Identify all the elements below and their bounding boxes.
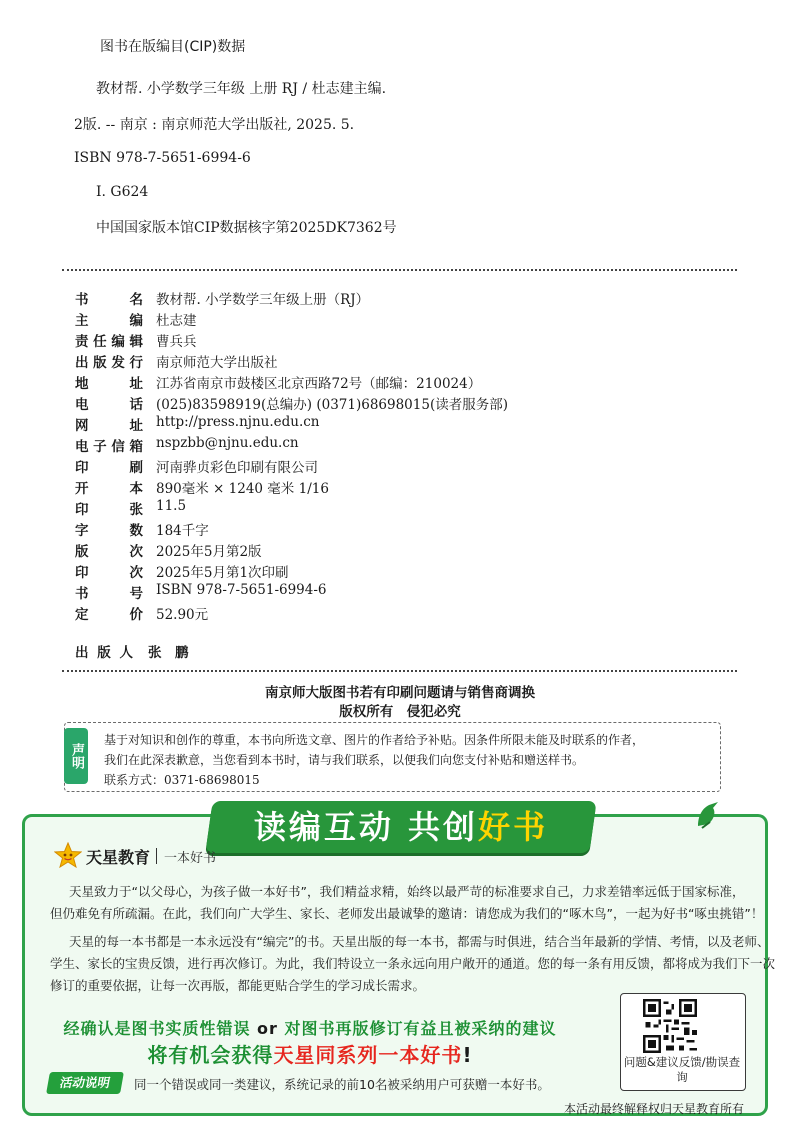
tianxing-star-logo-icon bbox=[54, 842, 82, 868]
declaration-line-1: 基于对知识和创作的尊重，本书向所选文章、图片的作者给予补贴。因条件所限未能及时联系的作者， bbox=[104, 733, 645, 747]
notice-print-issue: 南京师大版图书若有印刷问题请与销售商调换 bbox=[265, 685, 535, 701]
paragraph-line-5: 修订的重要依据，让每一次再版，都能更贴合学生的学习成长需求。 bbox=[50, 978, 426, 993]
cip-line-1: 教材帮. 小学数学三年级 上册 RJ / 杜志建主编. bbox=[96, 81, 387, 97]
brand-divider bbox=[156, 848, 157, 864]
declaration-tab: 声明 bbox=[64, 728, 88, 784]
banner-title: 读编互动 共创好书 bbox=[253, 808, 549, 846]
paragraph-line-2: 但仍难免有所疏漏。在此，我们向广大学生、家长、老师发出最诚挚的邀请：请您成为我们的“啄木鸟”，一起为好书“啄虫挑错”！ bbox=[50, 906, 764, 921]
cip-line-4: Ⅰ. G624 bbox=[96, 184, 149, 200]
brand-slogan: 一本好书 bbox=[164, 851, 217, 866]
paragraph-line-1: 天星致力于“以父母心，为孩子做一本好书”，我们精益求精，始终以最严苛的标准要求自己，力求差错率远低于国家标准， bbox=[69, 884, 745, 899]
activity-text: 同一个错误或同一类建议，系统记录的前10名被采纳用户可获赠一本好书。 bbox=[134, 1077, 550, 1092]
promo-line-1: 经确认是图书实质性错误 or 对图书再版修订有益且被采纳的建议 bbox=[63, 1019, 557, 1038]
paragraph-line-4: 学生、家长的宝贵反馈，进行再次修订。为此，我们特设立一条永远向用户敞开的通道。您的每一条有用反馈，都将成为我们下一次 bbox=[50, 956, 776, 971]
paragraph-line-3: 天星的每一本书都是一本永远没有“编完”的书。天星出版的每一本书，都需与时俱进，结合当年最新的学情、考情，以及老师、 bbox=[69, 934, 770, 949]
promo-line-2: 将有机会获得天星同系列一本好书! bbox=[147, 1043, 473, 1067]
declaration-line-2: 我们在此深表歉意，当您看到本书时，请与我们联系，以便我们向您支付补贴和赠送样书。 bbox=[104, 753, 585, 767]
cip-heading: 图书在版编目(CIP)数据 bbox=[100, 39, 246, 55]
activity-tag: 活动说明 bbox=[46, 1072, 124, 1094]
declaration-contact: 联系方式：0371-68698015 bbox=[104, 773, 260, 787]
qr-code-icon[interactable] bbox=[643, 999, 697, 1053]
cip-line-2: 2版. -- 南京 : 南京师范大学出版社, 2025. 5. bbox=[74, 117, 355, 133]
divider-dotted bbox=[62, 269, 737, 271]
woodpecker-icon bbox=[692, 800, 720, 830]
brand-name: 天星教育 bbox=[86, 848, 151, 867]
notice-copyright: 版权所有 侵犯必究 bbox=[339, 704, 461, 720]
cip-line-3: ISBN 978-7-5651-6994-6 bbox=[74, 150, 251, 166]
qr-caption: 问题&建议反馈/勘误查询 bbox=[623, 1055, 741, 1084]
footer-disclaimer: 本活动最终解释权归天星教育所有 bbox=[563, 1102, 744, 1116]
cip-line-5: 中国国家版本馆CIP数据核字第2025DK7362号 bbox=[96, 220, 397, 236]
divider-dotted-2 bbox=[62, 670, 737, 672]
